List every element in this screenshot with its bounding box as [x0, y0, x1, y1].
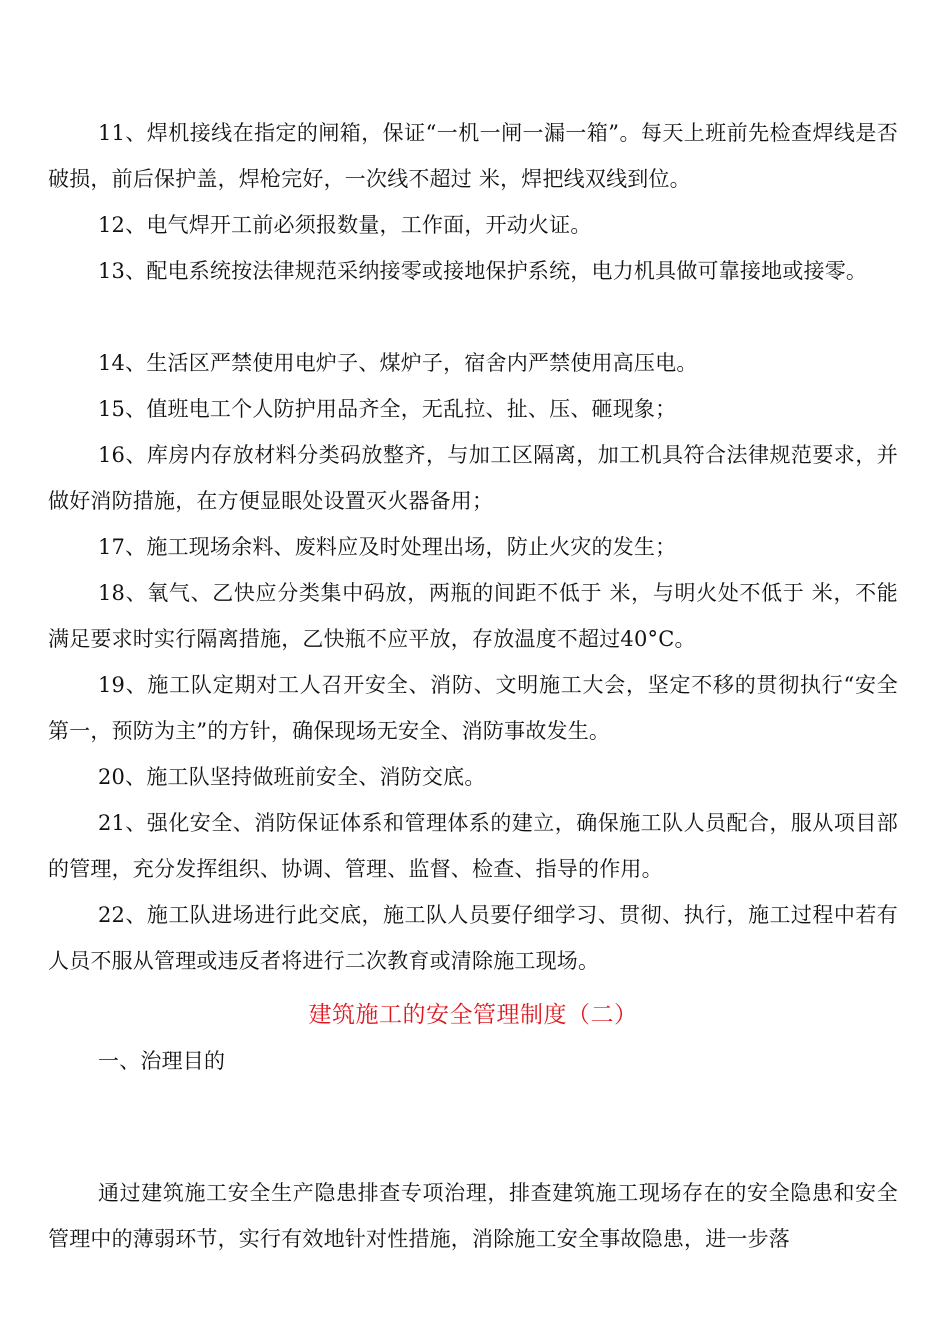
item-14: 14、生活区严禁使用电炉子、煤炉子，宿舍内严禁使用高压电。: [98, 351, 698, 375]
item-15: 15、值班电工个人防护用品齐全，无乱拉、扯、压、砸现象；: [98, 397, 677, 421]
item-18: 18、氧气、乙快应分类集中码放，两瓶的间距不低于 米，与明火处不低于 米，不能满足要求时实行隔离措施，乙快瓶不应平放，存放温度不超过40°C。: [48, 581, 898, 651]
body-paragraph: 通过建筑施工安全生产隐患排查专项治理，排查建筑施工现场存在的安全隐患和安全管理中的薄弱环节，实行有效地针对性措施，消除施工安全事故隐患，进一步落: [48, 1181, 898, 1251]
subheading: 一、治理目的: [98, 1049, 226, 1073]
item-16: 16、库房内存放材料分类码放整齐，与加工区隔离，加工机具符合法律规范要求，并做好消防措施，在方便显眼处设置灭火器备用；: [48, 443, 898, 513]
item-17: 17、施工现场余料、废料应及时处理出场，防止火灾的发生；: [98, 535, 677, 559]
item-11: 11、焊机接线在指定的闸箱，保证“一机一闸一漏一箱”。每天上班前先检查焊线是否破损，前后保护盖，焊枪完好，一次线不超过 米，焊把线双线到位。: [48, 121, 898, 191]
item-21: 21、强化安全、消防保证体系和管理体系的建立，确保施工队人员配合，服从项目部的管理，充分发挥组织、协调、管理、监督、检查、指导的作用。: [48, 811, 898, 881]
item-19: 19、施工队定期对工人召开安全、消防、文明施工大会，坚定不移的贯彻执行“安全第一，预防为主”的方针，确保现场无安全、消防事故发生。: [48, 673, 898, 743]
item-20: 20、施工队坚持做班前安全、消防交底。: [98, 765, 486, 789]
item-12: 12、电气焊开工前必须报数量，工作面，开动火证。: [98, 213, 592, 237]
item-22: 22、施工队进场进行此交底，施工队人员要仔细学习、贯彻、执行，施工过程中若有人员不服从管理或违反者将进行二次教育或清除施工现场。: [48, 903, 898, 973]
item-13: 13、配电系统按法律规范采纳接零或接地保护系统，电力机具做可靠接地或接零。: [98, 259, 868, 283]
section-title: 建筑施工的安全管理制度（二）: [308, 1002, 638, 1028]
